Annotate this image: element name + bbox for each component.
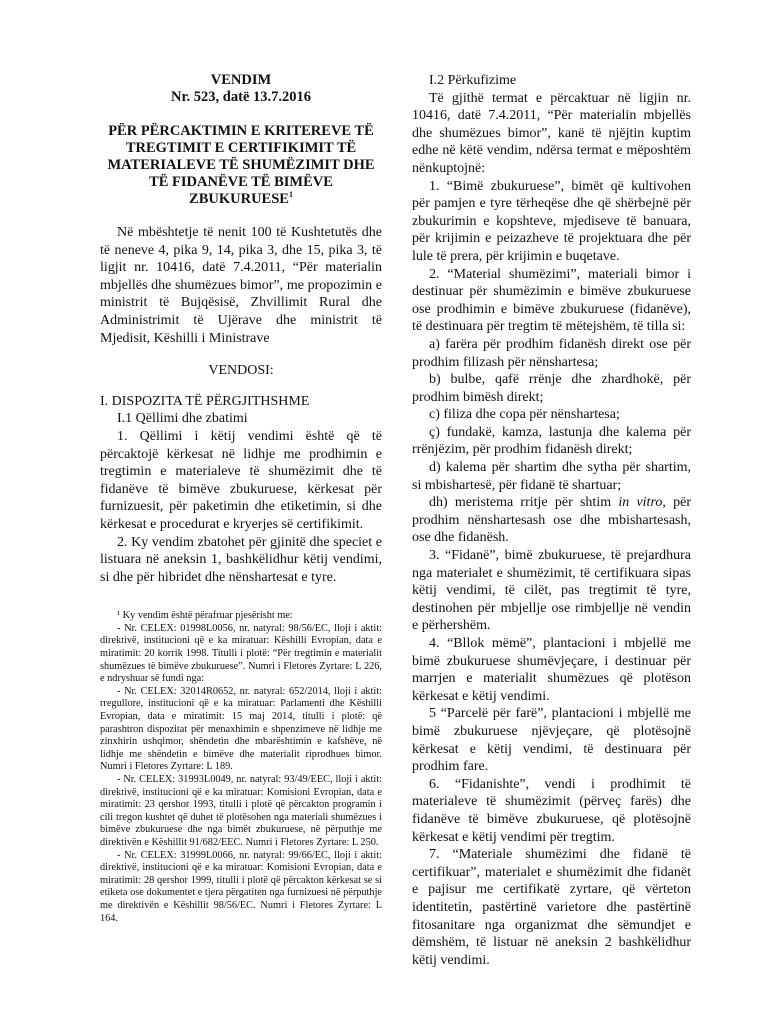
definition-subitem: c) filiza dhe copa për nënshartesa; [429, 407, 620, 423]
right-column [412, 72, 691, 969]
footnote-item: - Nr. CELEX: 31993L0049, nr. natyral: 93/49/EEC, lloji i aktit: direktivë, institucioni që e ka miratuar: Komisioni Evropian, data e miratimit: 23 qershor 1993, titulli i plotë që përcakton programin i cili tregon kushtet që duhet të plotësohen nga materiali shumëzues i bimëve zbukuruese dhe nga bimët zbukuruese, në përputhje me direktivën e Këshillit 91/682/EEC. Numri i Fletores Zyrtare: L 250. [100, 774, 382, 848]
footnote-item: - Nr. CELEX: 32014R0652, nr. natyral: 652/2014, lloji i aktit: rregullore, institucioni që e ka miratuar: Parlamenti dhe Këshilli Evropian, data e miratimit: 15 maj 2014, titulli i plotë: që parashtron dispozitat për menaxhimin e shpenzimeve në lidhje me zinxhirin ushqimor, shëndetin dhe mbarështimin e kafshëve, në lidhje me shëndetin e bimëve dhe materialit riprodhues bimor. Numri i Fletores Zyrtare: L 189. [100, 685, 382, 773]
footnote-ref: 1 [288, 190, 293, 200]
left-column [100, 72, 382, 925]
footnote-intro: ¹ Ky vendim është përafruar pjesërisht me: [117, 610, 293, 622]
decision-number: Nr. 523, datë 13.7.2016 [170, 89, 312, 105]
definition-subitem: b) bulbe, qafë rrënje dhe zhardhokë, për prodhim bimësh direkt; [412, 372, 691, 405]
definition-subitem: a) farëra për prodhim fidanësh direkt ose për prodhim filizash për nënshartesa; [412, 336, 691, 370]
footnote-item: - Nr. CELEX: 31999L0066, nr. natyral: 99/66/EC, lloji i aktit: direktivë, institucioni që e ka miratuar: Komisioni Evropian, data e miratimit: 28 qershor 1999, titulli i plotë që përcakton kërkesat se si etiketa ose dokumentet e tjera përgatiten nga furnizuesi në përputhje me direktivën e Këshillit 98/56/EC. Numri i Fletores Zyrtare: L 164. [100, 849, 382, 924]
definition-subitem: ç) fundakë, kamza, lastunja dhe kalema për rrënjëzim, për prodhim fidanësh direkt; [412, 424, 691, 458]
section-heading-general: I. DISPOZITA TË PËRGJITHSHME [100, 393, 310, 409]
definition-item: 2. “Material shumëzimi”, materiali bimor i destinuar për shumëzimin e bimëve zbukuruese ose prodhimin e bimëve zbukuruese (fidanëve), të destinuara për tregtim të mëtejshëm, të tilla si: [412, 266, 691, 335]
decision-heading: PËR PËRCAKTIMIN E KRITEREVE TË TREGTIMIT E CERTIFIKIMIT TË MATERIALEVE TË SHUMËZIMIT DHE TË FIDANËVE TË BIMËVE ZBUKURUESE$^1$ [107, 123, 375, 207]
subsection-heading-definitions: I.2 Përkufizime [429, 73, 517, 88]
definition-subitem: dh) meristema rritje për shtim in vitro, për prodhim nënshartesash ose dhe mbishartesash, ose dhe fidanësh. [412, 495, 691, 546]
definition-subitem: d) kalema për shartim dhe sytha për shartim, si mbishartesë, për fidanë të shartuar; [412, 460, 691, 493]
footnote-item: - Nr. CELEX: 01998L0056, nr. natyral: 98/56/EC, lloji i aktit: direktivë, institucioni që e ka miratuar: Këshilli Evropian, data e miratimit: 20 korrik 1998. Titulli i plotë: “Për tregtimin e materialit shumëzues të bimëve zbukuruese”. Numri i Fletores Zyrtare: L 226, e ndryshuar së fundi nga: [100, 622, 382, 685]
definition-item: 1. “Bimë zbukuruese”, bimët që kultivohen për pamjen e tyre tërheqëse dhe që shërbejnë për zbukurimin e kopshteve, mjediseve të banuara, për krijimin e peizazheve të projektuara dhe për lule të prera, për krijimin e buqetave. [412, 178, 691, 264]
definition-item: 6. “Fidanishte”, vendi i prodhimit të materialeve të shumëzimit (përveç farës) dhe fidanëve të bimëve zbukuruese, që plotësojnë kërkesat e këtij vendimi për tregtim. [412, 776, 691, 845]
definition-item: 5 “Parcelë për farë”, plantacioni i mbjellë me bimë zbukuruese njëvjeçare, që plotësojnë kërkesat e këtij vendimi, të destinuara për prodhim fare. [412, 706, 691, 775]
paragraph-2: 2. Ky vendim zbatohet për gjinitë dhe speciet e listuara në aneksin 1, bashkëlidhur këtij vendimi, si dhe për hibridet dhe nënshartesat e tyre. [100, 534, 382, 585]
subsection-heading-purpose: I.1 Qëllimi dhe zbatimi [117, 411, 248, 427]
definitions-intro: Të gjithë termat e përcaktuar në ligjin nr. 10416, datë 7.4.2011, “Për materialin mbjellës dhe shumëzues bimor”, kanë të njëjtin kuptim edhe në këtë vendim, ndërsa termat e mëposhtëm nënkuptojnë: [412, 90, 691, 176]
definition-item: 4. “Bllok mëmë”, plantacioni i mbjellë me bimë zbukuruese shumëvjeçare, i destinuar për marrjen e materialit shumëzues që plotëson kërkesat e këtij vendimi. [412, 636, 691, 704]
vendosi-heading: VENDOSI: [208, 363, 274, 379]
preamble-paragraph: Në mbështetje të nenit 100 të Kushtetutës dhe të neneve 4, pika 9, 14, pika 3, dhe 15, pika 3, të ligjit nr. 10416, datë 7.4.2011, “Për materialin mbjellës dhe shumëzues bimor”, me propozimin e ministrit të Bujqësisë, Zhvillimit Rural dhe Administrimit të Ujërave dhe ministrit të Mjedisit, Këshilli i Ministrave [100, 225, 382, 346]
definition-item: 7. “Materiale shumëzimi dhe fidanë të certifikuar”, materialet e shumëzimit dhe fidanët e pajisur me certifikatë zyrtare, që vërteton identitetin, pastërtinë varietore dhe pastërtinë fitosanitare nga organizmat dhe sëmundjet e dëmshëm, të listuar në aneksin 2 bashkëlidhur këtij vendimi. [412, 847, 691, 968]
paragraph-1: 1. Qëllimi i këtij vendimi është që të përcaktojë kërkesat në lidhje me prodhimin e tregtimin e materialeve të shumëzimit dhe të fidanëve të bimëve zbukuruese, kërkesat për furnizuesit, për paketimin dhe etiketimin, si dhe kërkesat e procedurat e kryerjes së certifikimit. [100, 428, 382, 532]
decision-title: VENDIM [210, 72, 272, 88]
definition-item: 3. “Fidanë”, bimë zbukuruese, të prejardhura nga materialet e shumëzimit, të certifikuara sipas këtij vendimi, të cilët, pas tregtimit të tyre, destinohen për mbjellje ose rimbjellje në vendin e përhershëm. [412, 548, 691, 634]
footnotes [100, 610, 382, 925]
